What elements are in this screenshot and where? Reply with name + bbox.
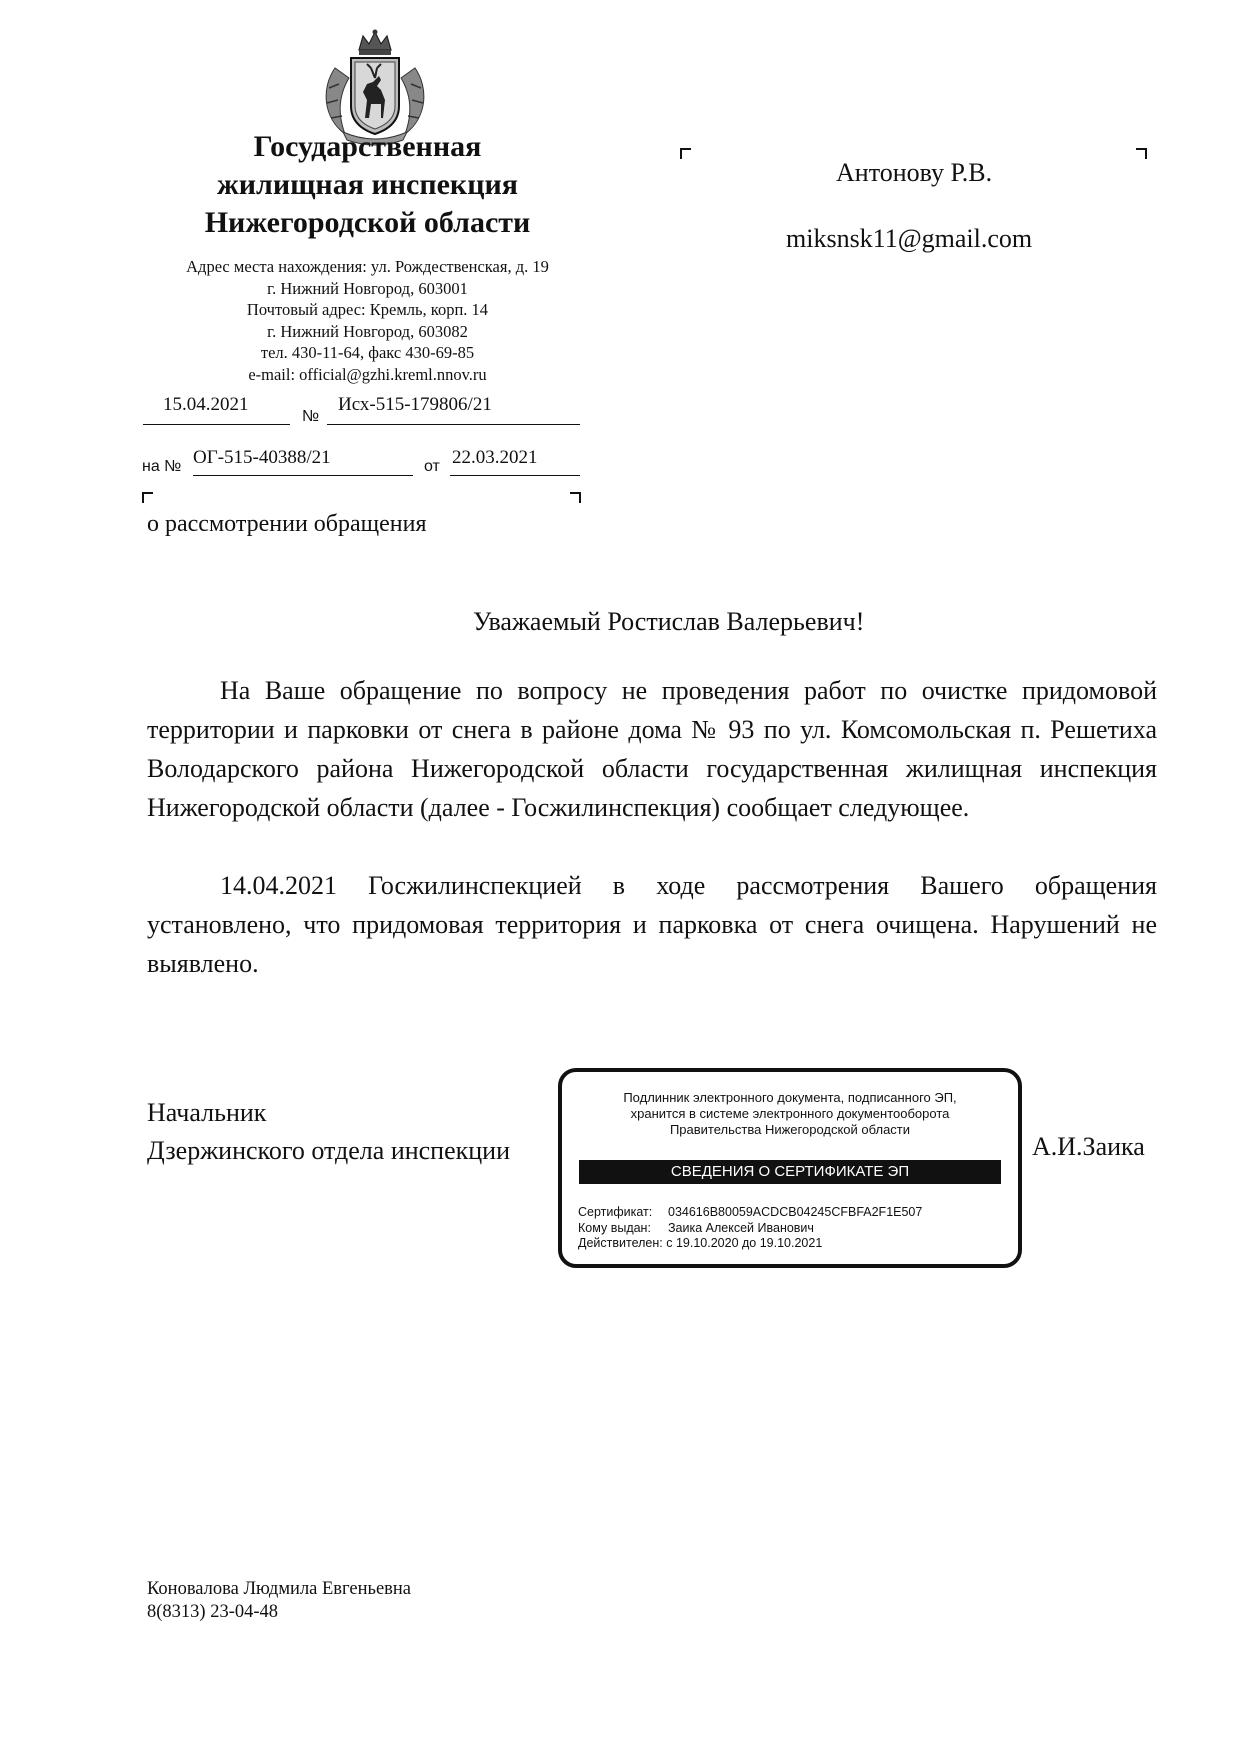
outgoing-number: Исх-515-179806/21	[338, 394, 492, 415]
email-line: e-mail: official@gzhi.kreml.nnov.ru	[248, 364, 487, 384]
address-line: Почтовый адрес: Кремль, корп. 14	[246, 300, 489, 319]
stamp-header-line: Подлинник электронного документа, подписанного ЭП,	[623, 1090, 957, 1105]
number-label: №	[302, 408, 320, 425]
ref-number-label: на №	[142, 458, 182, 475]
stamp-header-line: Правительства Нижегородской области	[669, 1122, 911, 1137]
ref-date: 22.03.2021	[452, 447, 538, 468]
ref-date-label: от	[424, 458, 440, 475]
org-title-line: Государственная	[253, 130, 482, 163]
address-line: г. Нижний Новгород, 603001	[267, 278, 468, 298]
stamp-certificate-info	[578, 1205, 922, 1252]
body-paragraph: 14.04.2021 Госжилинспекцией в ходе рассмотрения Вашего обращения установлено, что придомовая территория и парковка от снега очищена. Нарушений не выявлено.	[147, 871, 1157, 978]
date-underline	[143, 424, 290, 425]
number-underline	[327, 424, 580, 425]
executor-phone: 8(8313) 23-04-48	[147, 1602, 279, 1622]
valid-label: Действителен:	[578, 1236, 663, 1250]
body-paragraph: На Ваше обращение по вопросу не проведения работ по очистке придомовой территории и парковки от снега в районе дома № 93 по ул. Комсомольская п. Решетиха Володарского района Нижегородской области государственная жилищная инспекция Нижегородской области (далее - Госжилинспекция) сообщает следующее.	[147, 676, 1157, 822]
corner-mark	[142, 492, 153, 503]
e-signature-stamp	[558, 1068, 1022, 1268]
address-line: тел. 430-11-64, факс 430-69-85	[260, 343, 475, 362]
ref-date-underline	[450, 475, 580, 476]
organization-title	[120, 128, 615, 242]
executor-info	[147, 1578, 411, 1624]
stamp-header-line: хранится в системе электронного документооборота	[630, 1106, 950, 1121]
signatory-position	[147, 1094, 510, 1170]
org-title-line: жилищная инспекция	[216, 168, 519, 201]
recipient-email: miksnsk11@gmail.com	[786, 224, 1033, 253]
greeting: Уважаемый Ростислав Валерьевич!	[473, 607, 865, 636]
certificate-value: 034616B80059ACDCB04245CFBFA2F1E507	[668, 1205, 923, 1219]
outgoing-date: 15.04.2021	[163, 394, 249, 415]
certificate-label: Сертификат:	[578, 1205, 653, 1219]
position-line: Дзержинского отдела инспекции	[147, 1136, 511, 1165]
ref-number: ОГ-515-40388/21	[193, 447, 331, 468]
corner-mark	[1136, 148, 1147, 159]
organization-address	[120, 256, 615, 385]
corner-mark	[680, 148, 691, 159]
address-line: г. Нижний Новгород, 603082	[267, 321, 468, 341]
stamp-header	[572, 1090, 1008, 1138]
corner-mark	[570, 492, 581, 503]
issued-to-value: Заика Алексей Иванович	[668, 1220, 814, 1235]
stamp-title-bar: СВЕДЕНИЯ О СЕРТИФИКАТЕ ЭП	[579, 1160, 1001, 1184]
ref-number-underline	[193, 475, 413, 476]
recipient-name: Антонову Р.В.	[836, 158, 993, 187]
address-line: Адрес места нахождения: ул. Рождественская, д. 19	[186, 257, 549, 276]
issued-to-label: Кому выдан:	[578, 1220, 651, 1235]
document-subject: о рассмотрении обращения	[147, 511, 427, 537]
org-title-line: Нижегородской области	[204, 206, 531, 239]
valid-value: с 19.10.2020 до 19.10.2021	[666, 1236, 823, 1250]
executor-name: Коновалова Людмила Евгеньевна	[147, 1579, 411, 1599]
signatory-name: А.И.Заика	[1032, 1132, 1145, 1161]
position-line: Начальник	[147, 1098, 267, 1127]
